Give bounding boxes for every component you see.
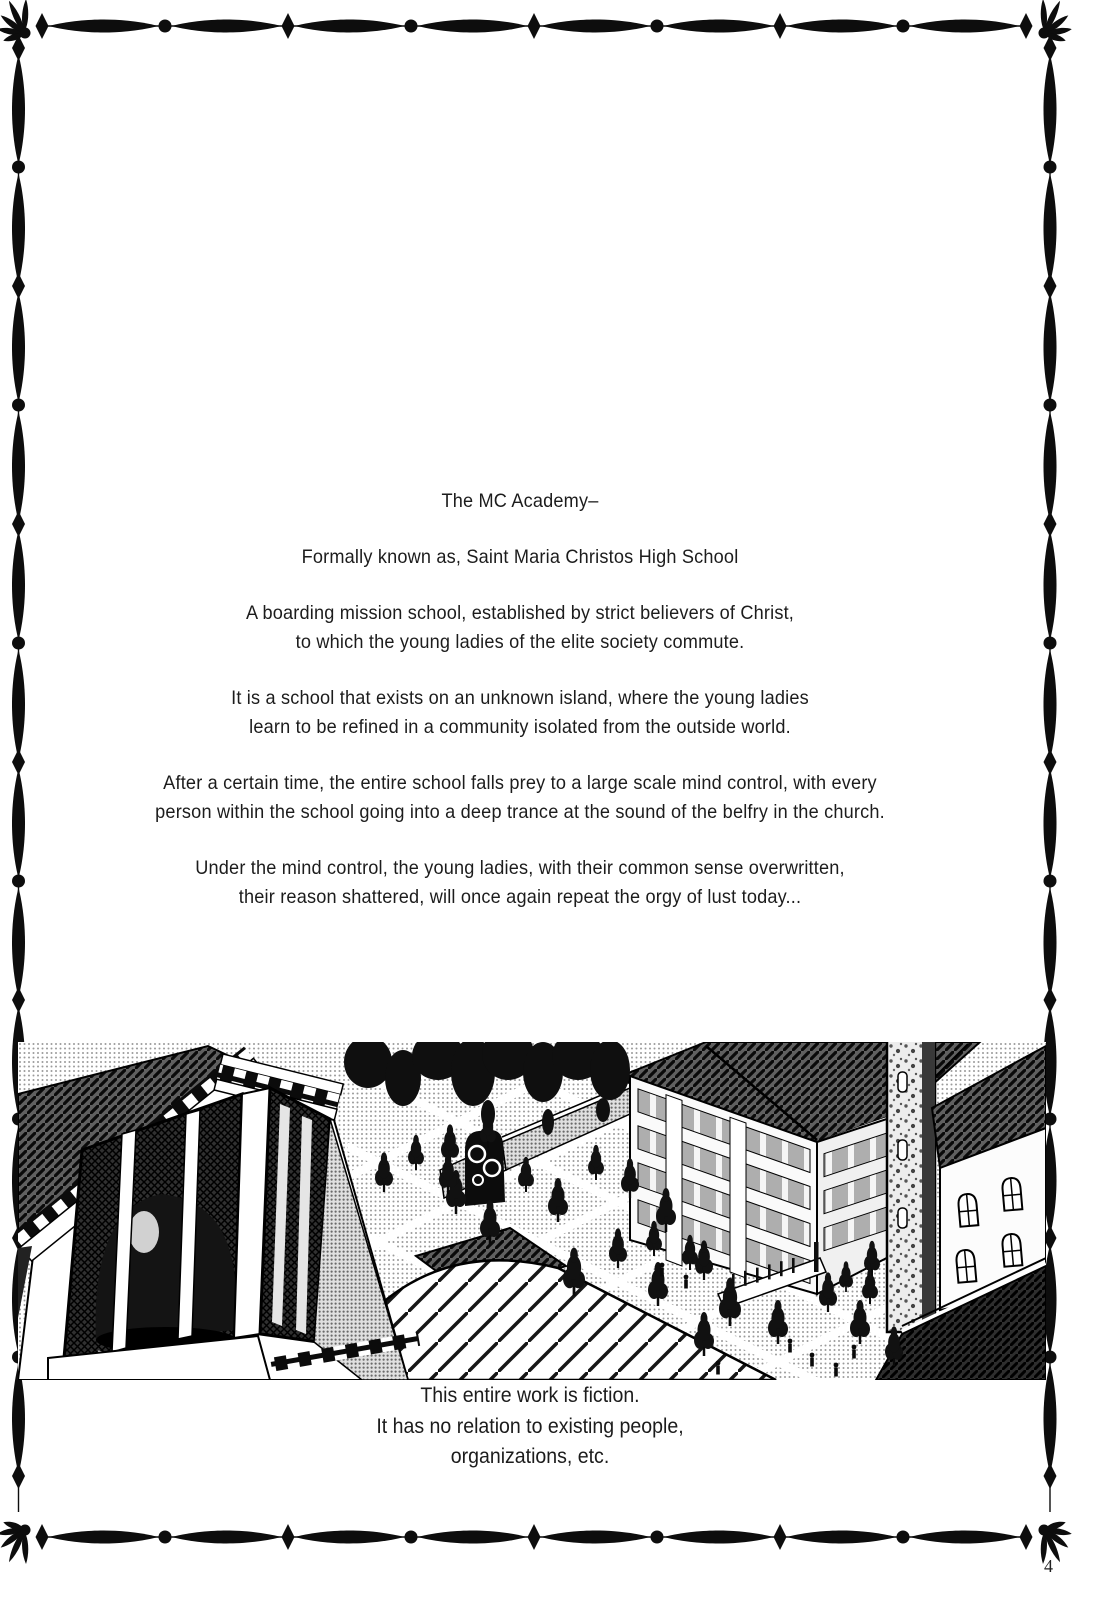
border-bottom	[36, 1524, 1033, 1550]
synopsis-line: their reason shattered, will once again repeat the orgy of lust today...	[238, 886, 802, 908]
disclaimer-text	[37, 1381, 1023, 1473]
synopsis-paragraph	[36, 599, 1003, 657]
synopsis-paragraph	[36, 854, 1003, 912]
synopsis-line: After a certain time, the entire school falls prey to a large scale mind control, with every	[163, 772, 877, 794]
synopsis-line: A boarding mission school, established by strict believers of Christ,	[245, 602, 795, 624]
arched-window-icon	[956, 1249, 977, 1282]
synopsis-paragraph	[36, 684, 1003, 742]
synopsis-line: Formally known as, Saint Maria Christos High School	[301, 546, 739, 568]
synopsis-line: learn to be refined in a community isolated from the outside world.	[249, 716, 791, 738]
arched-window-icon	[1002, 1177, 1023, 1210]
synopsis-line: to which the young ladies of the elite society commute.	[295, 631, 745, 653]
synopsis-paragraph	[36, 769, 1003, 827]
stone-tower	[887, 1042, 935, 1332]
synopsis-line: It is a school that exists on an unknown island, where the young ladies	[231, 687, 809, 709]
disclaimer-line: organizations, etc.	[450, 1445, 610, 1468]
arched-window-icon	[958, 1193, 979, 1226]
disclaimer-line: This entire work is fiction.	[420, 1384, 640, 1407]
synopsis-line: The MC Academy–	[441, 490, 599, 512]
page-number: 4	[1044, 1556, 1053, 1576]
border-top	[36, 13, 1033, 39]
campus-belfry-illustration	[18, 1042, 1046, 1380]
synopsis-paragraph	[36, 487, 1003, 516]
arched-window-icon	[1002, 1233, 1023, 1266]
disclaimer-line: It has no relation to existing people,	[376, 1414, 684, 1438]
synopsis-line: Under the mind control, the young ladies, with their common sense overwritten,	[195, 857, 845, 879]
synopsis-line: person within the school going into a deep trance at the sound of the belfry in the church.	[155, 801, 885, 823]
synopsis-text	[36, 487, 1003, 939]
synopsis-paragraph	[36, 543, 1003, 572]
